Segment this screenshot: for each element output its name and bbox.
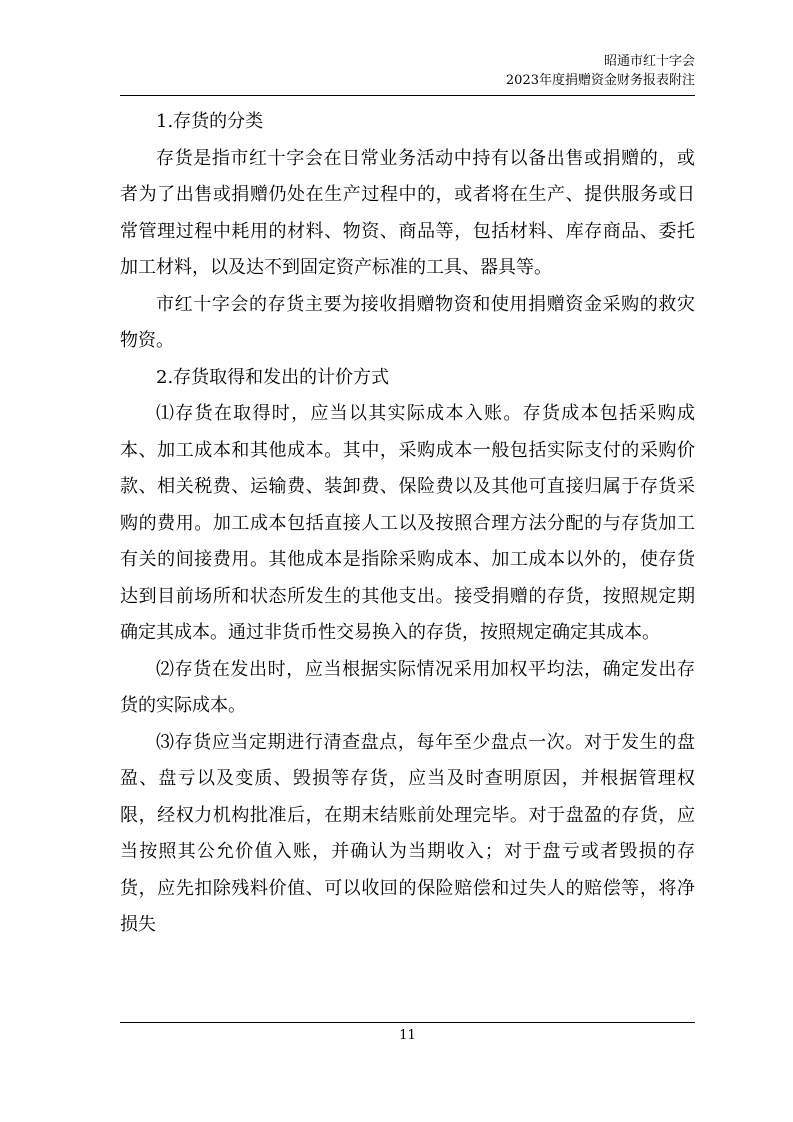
paragraph-inventory-definition: 存货是指市红十字会在日常业务活动中持有以备出售或捐赠的，或者为了出售或捐赠仍处在生产过程中的，或者将在生产、提供服务或日常管理过程中耗用的材料、物资、商品等，包括材料、库存商品、委托加工材料，以及达不到固定资产标准的工具、器具等。 [120, 147, 695, 278]
header-divider [120, 95, 695, 96]
section-heading-inventory-classification: 1.存货的分类 [156, 111, 264, 132]
header-document-title: 2023年度捐赠资金财务报表附注 [505, 73, 695, 88]
paragraph-issuance-cost: ⑵存货在发出时，应当根据实际情况采用加权平均法，确定发出存货的实际成本。 [120, 658, 695, 716]
page-number: 11 [399, 1028, 416, 1043]
header-organization: 昭通市红十字会 [603, 54, 695, 69]
paragraph-acquisition-cost: ⑴存货在取得时，应当以其实际成本入账。存货成本包括采购成本、加工成本和其他成本。其中，采购成本一般包括实际支付的采购价款、相关税费、运输费、装卸费、保险费以及其他可直接归属于存货采购的费用。加工成本包括直接人工以及按照合理方法分配的与存货加工有关的间接费用。其他成本是指除采购成本、加工成本以外的，使存货达到目前场所和状态所发生的其他支出。接受捐赠的存货，按照规定期确定其成本。通过非货币性交易换入的存货，按照规定确定其成本。 [120, 403, 695, 643]
document-body [120, 104, 695, 944]
paragraph-inventory-composition: 市红十字会的存货主要为接收捐赠物资和使用捐赠资金采购的救灾物资。 [120, 293, 695, 351]
section-heading-inventory-valuation: 2.存货取得和发出的计价方式 [156, 366, 390, 388]
page-header [120, 52, 695, 90]
footer-divider [120, 1022, 695, 1023]
paragraph-inventory-count: ⑶存货应当定期进行清查盘点，每年至少盘点一次。对于发生的盘盈、盘亏以及变质、毁损等存货，应当及时查明原因，并根据管理权限，经权力机构批准后，在期末结账前处理完毕。对于盘盈的存货，应当按照其公允价值入账，并确认为当期收入；对于盘亏或者毁损的存货，应先扣除残料价值、可以收回的保险赔偿和过失人的赔偿等，将净损失 [120, 731, 695, 935]
